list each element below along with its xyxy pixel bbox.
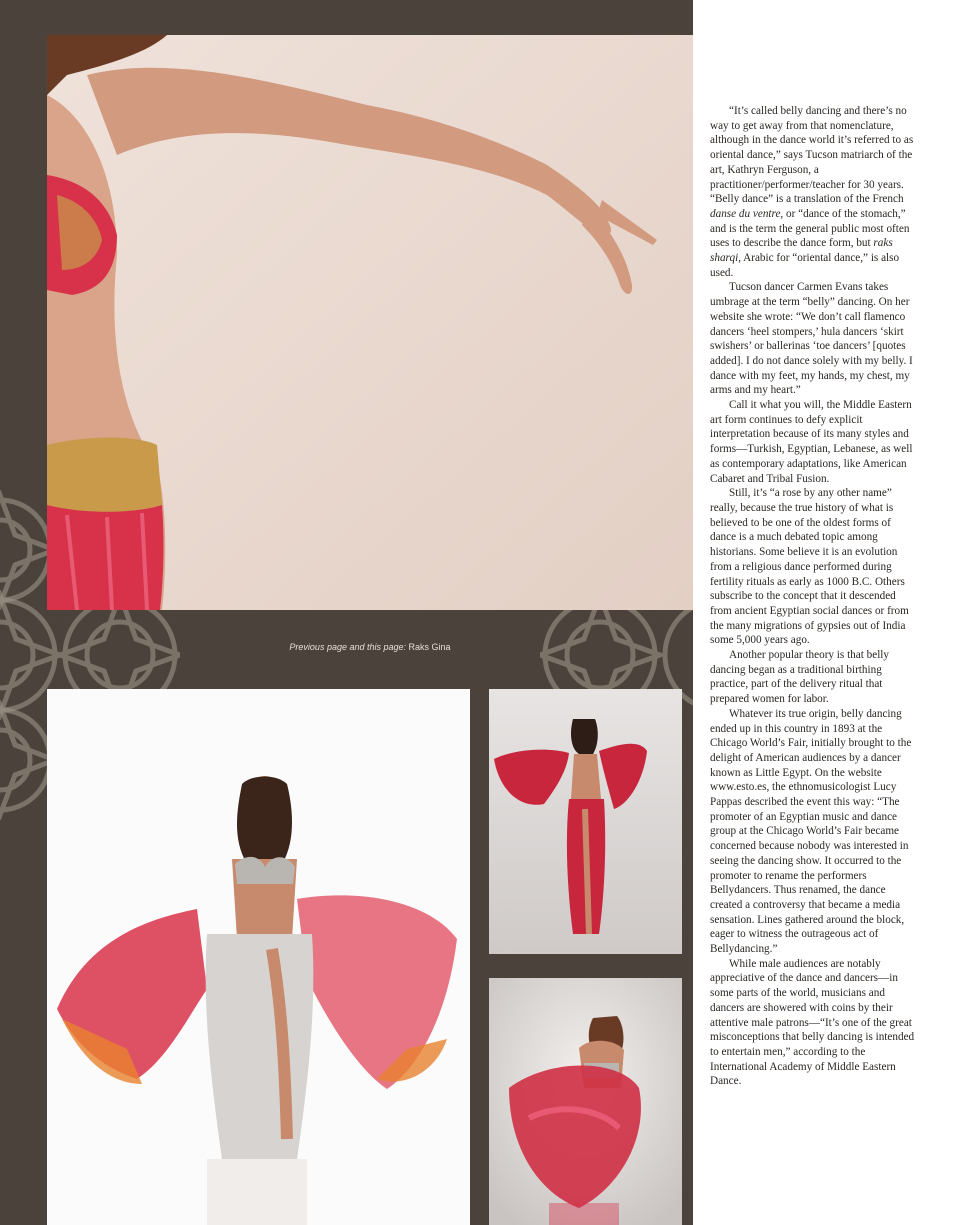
photo-bottom-left-dancer <box>47 689 470 1225</box>
article-paragraph <box>710 648 916 707</box>
caption-prefix: Previous page and this page: <box>289 642 407 652</box>
photo-top-dancer-arm <box>47 35 693 610</box>
text-run: , or “dance of the stomach,” and is the term the general public most often uses to describe the dance form, but <box>710 207 910 250</box>
article-body <box>710 104 916 1089</box>
caption-name: Raks Gina <box>408 642 451 652</box>
photo-bottom-right-dancer <box>489 978 682 1225</box>
article-paragraph <box>710 707 916 957</box>
photo-caption <box>200 642 540 652</box>
text-run: Tucson dancer Carmen Evans takes umbrage at the term “belly” dancing. On her website she wrote: “We don’t call flamenco dancers ‘heel stompers,’ hula dancers ‘skirt swishers’ or ballerinas ‘toe dancers’ [quotes added]. I do not dance solely with my belly. I dance with my feet, my hands, my chest, my arms and my heart.” <box>710 281 913 397</box>
photo-mid-right-dancer <box>489 689 682 954</box>
text-run: Whatever its true origin, belly dancing ended up in this country in 1893 at the Chicago World’s Fair, initially brought to the delight of American audiences by a dancer known as Little Egypt. On the website www.esto.es, the ethnomusicologist Lucy Pappas described the event this way: “The promoter of an Egyptian music and dance group at the Chicago World’s Fair became concerned because nobody was interested in seeing the dancing show. It occurred to the promoter to rename the performers Bellydancers. Thus renamed, the dance created a controversy that became a media sensation. Lines gathered around the block, eager to witness the outrageous act of Bellydancing.” <box>710 707 912 956</box>
text-run: Still, it’s “a rose by any other name” really, because the true history of what is believed to be one of the oldest forms of dance is a much debated topic among historians. Some believe it is an evolution from a religious dance performed during fertility rituals as early as 1000 B.C. Others subscribe to the concept that it descended from ancient Egyptian social dances or from the many migrations of gypsies out of India some 5,000 years ago. <box>710 487 909 647</box>
text-run: “It’s called belly dancing and there’s no way to get away from that nomenclature, although in the dance world it’s referred to as oriental dance,” says Tucson matriarch of the art, Kathryn Ferguson, a practitioner/performer/teacher for 30 years. “Belly dance” is a translation of the French <box>710 105 914 206</box>
article-paragraph <box>710 486 916 648</box>
text-run: Another popular theory is that belly dancing began as a traditional birthing practice, part of the delivery ritual that prepared women for labor. <box>710 649 890 706</box>
article-paragraph <box>710 957 916 1089</box>
text-run: , Arabic for “oriental dance,” is also used. <box>710 252 900 279</box>
article-paragraph <box>710 280 916 398</box>
italic-term: danse du ventre <box>710 207 781 220</box>
article-paragraph <box>710 104 916 280</box>
text-run: Call it what you will, the Middle Eastern art form continues to defy explicit interpretation because of its many styles and forms—Turkish, Egyptian, Lebanese, as well as contemporary adaptations, like American Cabaret and Tribal Fusion. <box>710 399 913 485</box>
text-run: While male audiences are notably appreciative of the dance and dancers—in some parts of the world, musicians and dancers are showered with coins by their attentive male patrons—“It’s one of the great misconceptions that belly dancing is intended to entertain men,” according to the International Academy of Middle Eastern Dance. <box>710 957 915 1088</box>
article-paragraph <box>710 398 916 486</box>
italic-term: raks sharqi <box>710 237 893 265</box>
